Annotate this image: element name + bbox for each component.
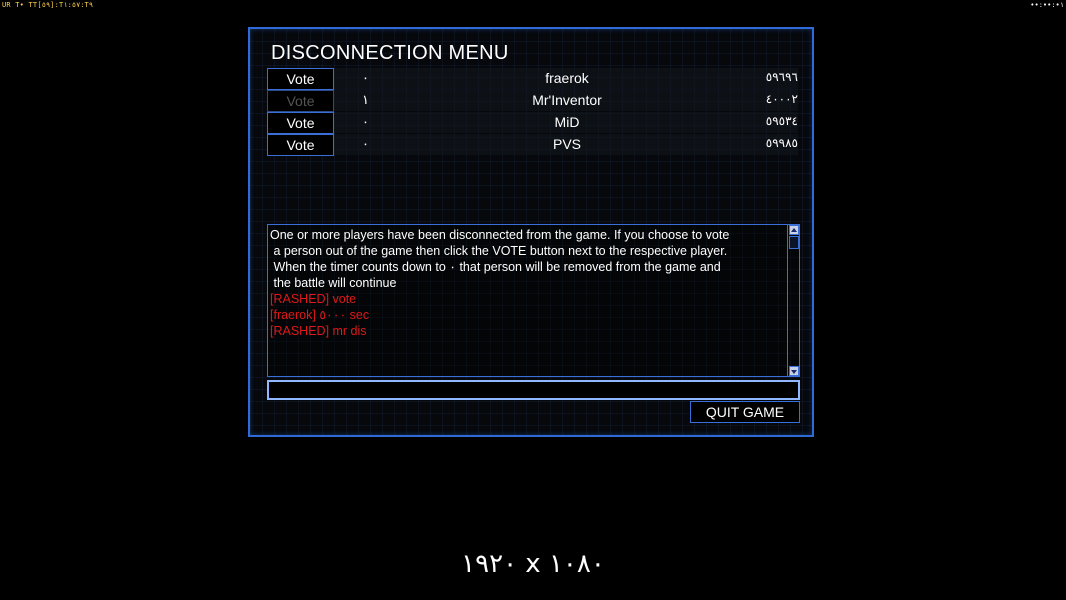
player-ping: ٤٠٠٠٢ bbox=[765, 92, 798, 106]
vote-button[interactable]: Vote bbox=[267, 112, 334, 134]
info-line: When the timer counts down to ٠ that person will be removed from the game and bbox=[270, 260, 721, 274]
vote-button[interactable]: Vote bbox=[267, 134, 334, 156]
player-name: Mr'Inventor bbox=[532, 92, 602, 108]
hud-timer-right: ••:••:•١ bbox=[1030, 1, 1064, 9]
player-row bbox=[267, 68, 798, 90]
chat-log[interactable] bbox=[267, 224, 800, 377]
vote-count: ٠ bbox=[362, 136, 369, 151]
player-name: MiD bbox=[554, 114, 580, 130]
player-name: fraerok bbox=[545, 70, 589, 86]
vote-button[interactable]: Vote bbox=[267, 68, 334, 90]
player-row bbox=[267, 112, 798, 134]
resolution-label: ١٩٢٠ x ١٠٨٠ bbox=[461, 549, 605, 579]
chat-message: [RASHED] mr dis bbox=[270, 324, 367, 338]
vote-count: ١ bbox=[362, 92, 369, 107]
player-ping: ٥٩٩٨٥ bbox=[765, 136, 798, 150]
vote-count: ٠ bbox=[362, 114, 369, 129]
chat-message: [fraerok] ٥٠٠٠ sec bbox=[270, 308, 370, 322]
chat-message: [RASHED] vote bbox=[270, 292, 357, 306]
chat-scrollbar[interactable] bbox=[787, 225, 799, 376]
player-ping: ٥٩٦٩٦ bbox=[765, 70, 798, 84]
info-line: a person out of the game then click the VOTE button next to the respective player. bbox=[270, 244, 728, 258]
vote-button-disabled: Vote bbox=[267, 90, 334, 112]
info-line: the battle will continue bbox=[270, 276, 397, 290]
chat-input[interactable] bbox=[267, 380, 800, 400]
hud-status-left: UR T• TT[٥٩]:T١:٥٧:T٩ bbox=[2, 1, 94, 9]
disconnection-menu-panel bbox=[248, 27, 814, 437]
player-row bbox=[267, 134, 798, 156]
scroll-down-arrow-icon[interactable] bbox=[789, 366, 799, 376]
scroll-thumb[interactable] bbox=[789, 236, 799, 249]
info-line: One or more players have been disconnected from the game. If you choose to vote bbox=[270, 228, 730, 242]
player-ping: ٥٩٥٣٤ bbox=[765, 114, 798, 128]
chat-text bbox=[270, 227, 785, 339]
player-name: PVS bbox=[552, 136, 581, 152]
quit-game-button[interactable]: QUIT GAME bbox=[690, 401, 800, 423]
menu-title: DISCONNECTION MENU bbox=[271, 42, 509, 64]
scroll-up-arrow-icon[interactable] bbox=[789, 225, 799, 235]
vote-count: ٠ bbox=[362, 70, 369, 85]
player-row bbox=[267, 90, 798, 112]
